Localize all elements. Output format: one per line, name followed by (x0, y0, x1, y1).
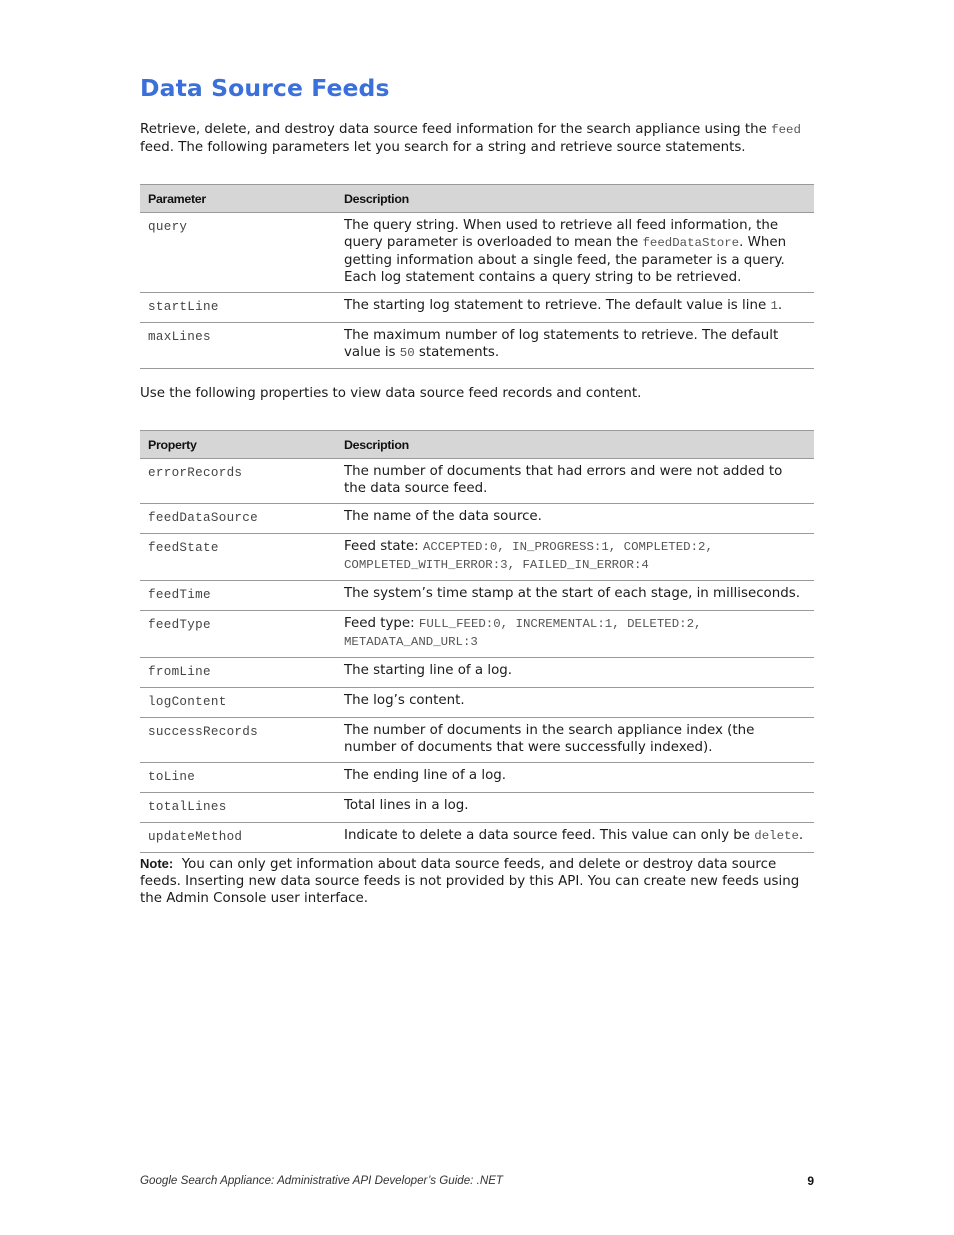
description-code: ACCEPTED:0, IN_PROGRESS:1, COMPLETED:2, COMPLETED_WITH_ERROR:3, FAILED_IN_ERROR:4 (344, 540, 713, 572)
intro-paragraph (140, 121, 815, 156)
row-name: feedType (140, 611, 336, 658)
description-text: The maximum number of log statements to retrieve. The default value is (344, 328, 779, 360)
intro-text-1: Retrieve, delete, and destroy data source feed information for the search appliance using the (140, 122, 772, 137)
row-name: toLine (140, 763, 336, 793)
table-row (140, 213, 814, 293)
intro-text-2: feed. The following parameters let you search for a string and retrieve source statements. (140, 140, 746, 155)
description-text: The starting line of a log. (344, 663, 513, 678)
table-row (140, 459, 814, 504)
footer-title: Google Search Appliance: Administrative API Developer’s Guide: .NET (140, 1174, 504, 1187)
properties-table-header (140, 431, 814, 459)
note-paragraph (140, 855, 815, 907)
description-text: The starting log statement to retrieve. The default value is line (344, 298, 771, 313)
description-text: Feed type: (344, 616, 419, 631)
properties-table (140, 430, 814, 853)
row-description (336, 823, 814, 853)
row-description (336, 658, 814, 688)
row-description (336, 688, 814, 718)
header-description: Description (336, 185, 814, 213)
description-code: delete (754, 829, 799, 843)
description-text: Total lines in a log. (344, 798, 469, 813)
table-row (140, 793, 814, 823)
table-row (140, 718, 814, 763)
description-text: The system’s time stamp at the start of each stage, in milliseconds. (344, 586, 800, 601)
row-name: feedDataSource (140, 504, 336, 534)
header-property: Property (140, 431, 336, 459)
description-code: feedDataStore (642, 236, 740, 250)
description-text: Indicate to delete a data source feed. This value can only be (344, 828, 755, 843)
row-description (336, 793, 814, 823)
table-row (140, 293, 814, 323)
note-text: You can only get information about data source feeds, and delete or destroy data source feeds. Inserting new data source feeds is not provided by this API. You can create new feeds using the Admin Console user interface. (140, 857, 800, 906)
parameters-table (140, 184, 814, 369)
intro-code: feed (771, 123, 801, 137)
table-row (140, 323, 814, 369)
table-row (140, 534, 814, 581)
table-row (140, 581, 814, 611)
description-text: The query string. When used to retrieve all feed information, the query parameter is overloaded to mean the (344, 218, 779, 250)
table-row (140, 504, 814, 534)
description-text: The name of the data source. (344, 509, 542, 524)
description-text-end: . (798, 828, 804, 843)
header-parameter: Parameter (140, 185, 336, 213)
row-description (336, 581, 814, 611)
row-description (336, 213, 814, 293)
description-code: 1 (770, 299, 778, 313)
row-name: feedState (140, 534, 336, 581)
parameters-table-header (140, 185, 814, 213)
description-code: FULL_FEED:0, INCREMENTAL:1, DELETED:2, METADATA_AND_URL:3 (344, 617, 702, 649)
row-description (336, 611, 814, 658)
description-text: The log’s content. (344, 693, 465, 708)
table-row (140, 763, 814, 793)
properties-intro: Use the following properties to view data source feed records and content. (140, 386, 642, 401)
row-description (336, 504, 814, 534)
description-code: 50 (399, 346, 415, 360)
row-description (336, 718, 814, 763)
description-text-end: statements. (414, 345, 500, 360)
row-name: logContent (140, 688, 336, 718)
row-name: query (140, 213, 336, 293)
note-label: Note: (140, 856, 174, 871)
description-text: The number of documents that had errors and were not added to the data source feed. (344, 464, 783, 496)
row-description (336, 323, 814, 369)
page-number: 9 (807, 1174, 814, 1188)
table-row (140, 658, 814, 688)
row-description (336, 459, 814, 504)
row-name: feedTime (140, 581, 336, 611)
row-name: maxLines (140, 323, 336, 369)
header-description: Description (336, 431, 814, 459)
table-row (140, 688, 814, 718)
row-name: updateMethod (140, 823, 336, 853)
row-name: successRecords (140, 718, 336, 763)
description-text: The number of documents in the search appliance index (the number of documents that were successfully indexed). (344, 723, 755, 755)
row-description (336, 293, 814, 323)
description-text-end: . (777, 298, 783, 313)
table-row (140, 611, 814, 658)
row-name: startLine (140, 293, 336, 323)
row-description (336, 763, 814, 793)
row-name: totalLines (140, 793, 336, 823)
row-name: errorRecords (140, 459, 336, 504)
description-text-end: . When getting information about a single feed, the parameter is a query. Each log statement contains a query string to be retrieved. (344, 235, 787, 285)
table-row (140, 823, 814, 853)
page-title: Data Source Feeds (140, 74, 390, 102)
row-description (336, 534, 814, 581)
description-text: The ending line of a log. (344, 768, 507, 783)
row-name: fromLine (140, 658, 336, 688)
description-text: Feed state: (344, 539, 423, 554)
